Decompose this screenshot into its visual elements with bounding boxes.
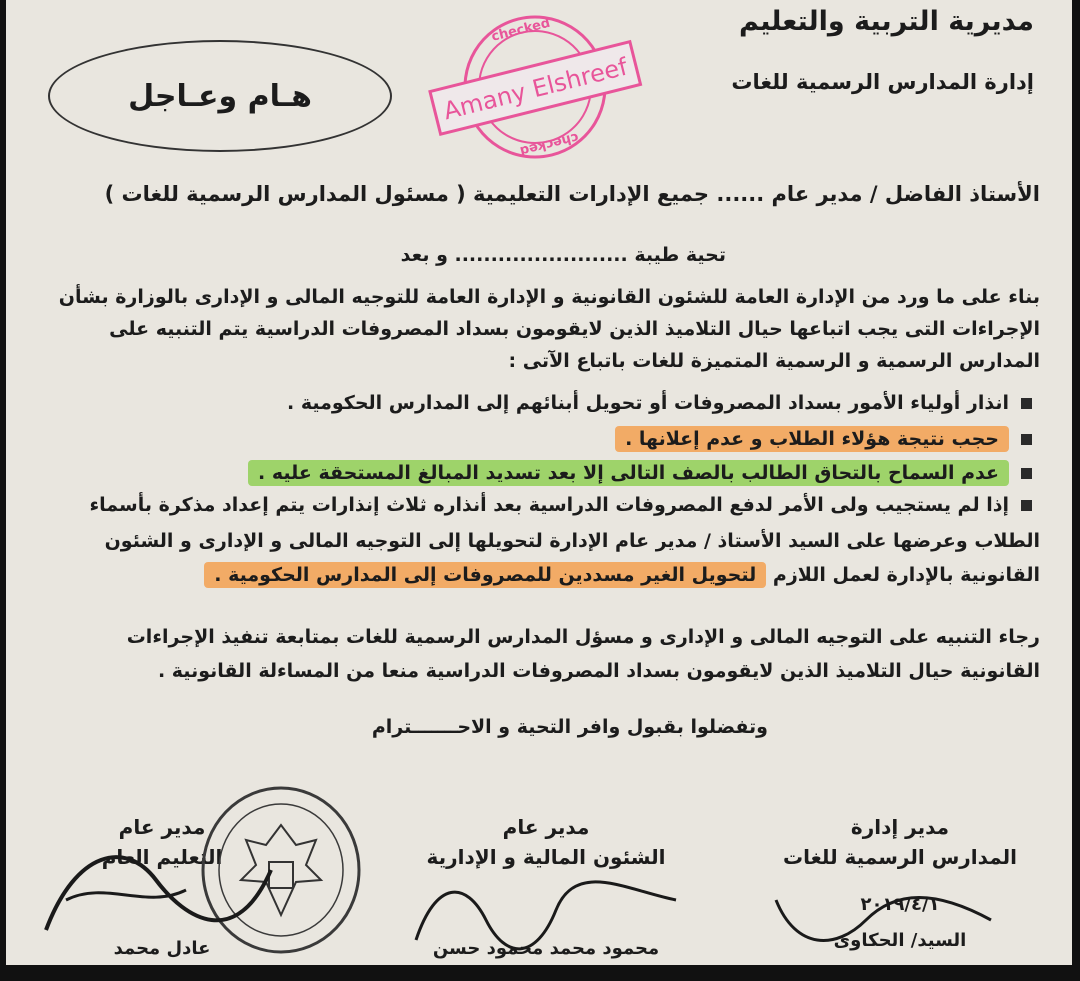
urgent-label: هـام وعـاجل	[128, 78, 312, 114]
sig-right-title: مدير إدارة	[850, 815, 950, 839]
bullet-4-line-3	[204, 564, 1040, 586]
stamp-name: Amany Elshreef	[440, 52, 631, 126]
bullet-item-1	[287, 392, 1032, 414]
signature-scribble-right	[766, 880, 1006, 960]
sig-right-department: المدارس الرسمية للغات	[783, 845, 1017, 869]
directorate-title: مديرية التربية والتعليم	[739, 6, 1034, 37]
svg-text:checked: checked	[489, 15, 552, 45]
bullet-square-icon	[1021, 468, 1032, 479]
bottom-black-bar	[0, 965, 1080, 981]
bullet-4-line-3-highlight: لتحويل الغير مسددين للمصروفات إلى المدارس الحكومية .	[204, 562, 766, 588]
closing-salutation: وتفضلوا بقبول وافر التحية و الاحـــــــترام	[371, 716, 768, 738]
checked-stamp	[420, 2, 650, 172]
sig-right-name: السيد/ الحكاوى	[833, 930, 967, 951]
bullet-square-icon	[1021, 398, 1032, 409]
document-page	[6, 0, 1072, 965]
sig-middle-department: الشئون المالية و الإدارية	[426, 845, 666, 869]
body-line-2: الإجراءات التى يجب اتباعها حيال التلاميذ الذين لايقومون بسداد المصروفات الدراسية يتم التنبيه على	[109, 318, 1040, 340]
addressee-line: الأستاذ الفاضل / مدير عام ...... جميع الإدارات التعليمية ( مسئول المدارس الرسمية للغات )	[104, 182, 1040, 206]
sig-right-date: ٢٠١٩/٤/١	[860, 894, 940, 915]
bullet-text-4: إذا لم يستجيب ولى الأمر لدفع المصروفات الدراسية بعد أنذاره ثلاث إنذارات يتم إعداد مذكرة بأسماء	[89, 494, 1009, 516]
sig-middle-name: محمود محمد محمود حسن	[432, 938, 660, 959]
urgent-oval	[48, 40, 392, 152]
bullet-text-1: انذار أولياء الأمور بسداد المصروفات أو تحويل أبنائهم إلى المدارس الحكومية .	[286, 392, 1009, 414]
body-line-1: بناء على ما ورد من الإدارة العامة للشئون القانونية و الإدارة العامة للتوجيه المالى و الإدارى بالوزارة بشأن	[58, 286, 1040, 308]
bullet-item-3	[248, 460, 1032, 486]
bullet-text-2: حجب نتيجة هؤلاء الطلاب و عدم إعلانها .	[615, 426, 1009, 452]
bullet-square-icon	[1021, 500, 1032, 511]
bullet-item-2	[615, 426, 1032, 452]
signature-scribble-middle	[406, 870, 686, 965]
closing-line-1: رجاء التنبيه على التوجيه المالى و الإدارى و مسؤل المدارس الرسمية للغات بمتابعة تنفيذ الإجراءات	[126, 626, 1040, 648]
checked-stamp-graphic	[420, 2, 650, 172]
sig-left-name: عادل محمد	[113, 938, 211, 959]
bullet-text-3: عدم السماح بالتحاق الطالب بالصف التالى إلا بعد تسديد المبالغ المستحقة عليه .	[248, 460, 1009, 486]
sig-left-department: التعليم العام	[101, 845, 223, 869]
bullet-item-4	[89, 494, 1032, 516]
administration-title: إدارة المدارس الرسمية للغات	[731, 70, 1034, 94]
bullet-4-line-3-plain: القانونية بالإدارة لعمل اللازم	[772, 564, 1040, 586]
greeting-line: تحية طيبة ........................ و بعد	[400, 244, 726, 266]
sig-middle-title: مدير عام	[502, 815, 590, 839]
bullet-4-line-2: الطلاب وعرضها على السيد الأستاذ / مدير عام الإدارة لتحويلها إلى التوجيه المالى و الإدارى و الشئون	[104, 530, 1040, 552]
closing-line-2: القانونية حيال التلاميذ الذين لايقومون بسداد المصروفات الدراسية منعا من المساءلة القانونية .	[157, 660, 1040, 682]
svg-text:checked: checked	[518, 129, 581, 159]
body-line-3: المدارس الرسمية و الرسمية المتميزة للغات باتباع الآتى :	[508, 350, 1040, 372]
sig-left-title: مدير عام	[118, 815, 206, 839]
bullet-square-icon	[1021, 434, 1032, 445]
signature-scribble-left	[36, 810, 286, 965]
